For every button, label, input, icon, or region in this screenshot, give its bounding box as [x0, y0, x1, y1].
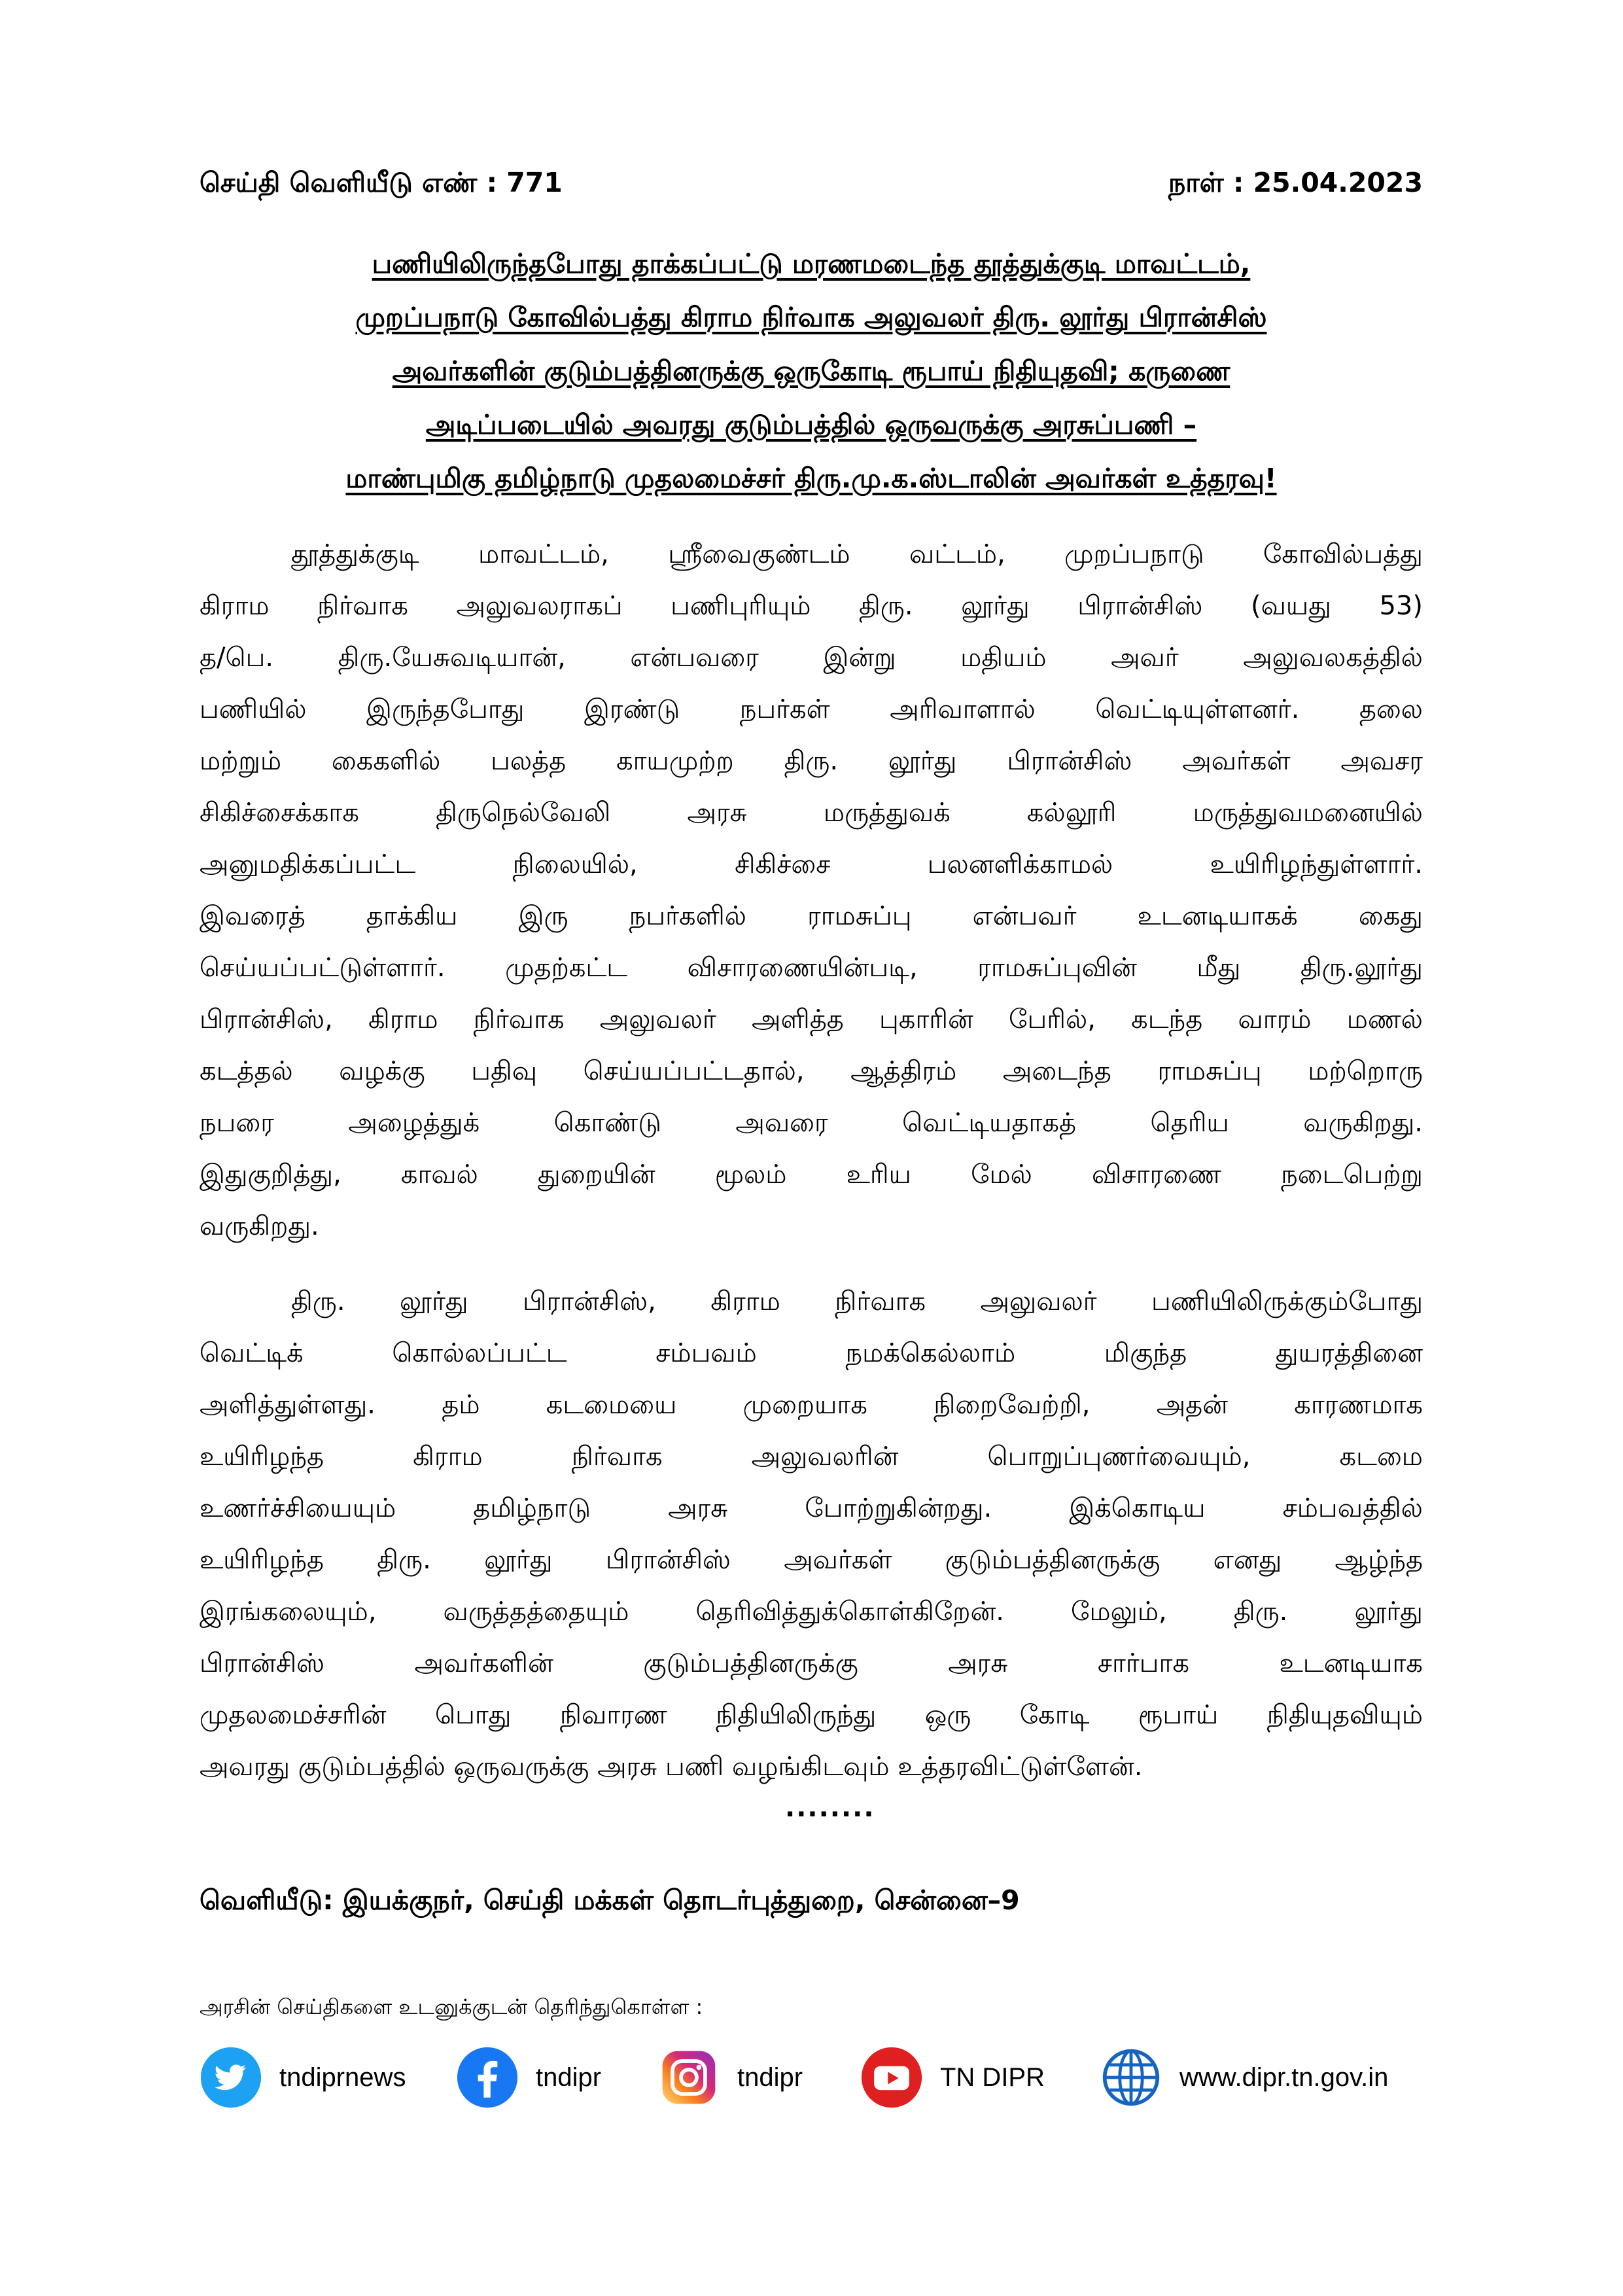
release-meta — [200, 167, 1423, 206]
end-marker: ........ — [785, 1793, 875, 1823]
release-number: செய்தி வெளியீடு எண் : 771 — [200, 167, 563, 198]
twitter-icon — [200, 2046, 262, 2109]
paragraph-line: வெட்டிக் கொல்லப்பட்ட சம்பவம் நமக்கெல்லாம் மிகுந்த துயரத்தினை — [200, 1338, 1423, 1368]
release-date: நாள் : 25.04.2023 — [1168, 167, 1423, 198]
paragraph-line: இவரைத் தாக்கிய இரு நபர்களில் ராமசுப்பு என்பவர் உடனடியாகக் கைது — [200, 901, 1423, 931]
paragraph-line: அளித்துள்ளது. தம் கடமையை முறையாக நிறைவேற்றி, அதன் காரணமாக — [200, 1390, 1423, 1420]
paragraph-line: உயிரிழந்த கிராம நிர்வாக அலுவலரின் பொறுப்புணர்வையும், கடமை — [200, 1441, 1423, 1472]
paragraph-line: அவரது குடும்பத்தில் ஒருவருக்கு அரசு பணி வழங்கிடவும் உத்தரவிட்டுள்ளேன். — [200, 1752, 1143, 1782]
globe-icon — [1100, 2046, 1162, 2109]
headline-line: அவர்களின் குடும்பத்தினருக்கு ஒருகோடி ரூபாய் நிதியுதவி; கருணை — [392, 355, 1230, 387]
youtube-channel: TN DIPR — [940, 2062, 1045, 2092]
paragraph-line: இரங்கலையும், வருத்தத்தையும் தெரிவித்துக்கொள்கிறேன். மேலும், திரு. லூர்து — [200, 1597, 1423, 1627]
instagram-handle: tndipr — [737, 2062, 803, 2092]
paragraph-line: முதலமைச்சரின் பொது நிவாரண நிதியிலிருந்து ஒரு கோடி ரூபாய் நிதியுதவியும் — [200, 1700, 1423, 1730]
youtube-link[interactable] — [860, 2041, 1045, 2113]
website-link[interactable] — [1100, 2041, 1388, 2113]
facebook-handle: tndipr — [536, 2062, 602, 2092]
headline-line: முறப்பநாடு கோவில்பத்து கிராம நிர்வாக அலுவலர் திரு. லூர்து பிரான்சிஸ் — [355, 302, 1267, 333]
headline-line: அடிப்படையில் அவரது குடும்பத்தில் ஒருவருக்கு அரசுப்பணி – — [425, 409, 1197, 440]
facebook-icon — [456, 2046, 519, 2109]
twitter-link[interactable] — [200, 2041, 406, 2113]
paragraph-line: அனுமதிக்கப்பட்ட நிலையில், சிகிச்சை பலனளிக்காமல் உயிரிழந்துள்ளார். — [200, 849, 1423, 879]
paragraph-line: இதுகுறித்து, காவல் துறையின் மூலம் உரிய மேல் விசாரணை நடைபெற்று — [200, 1159, 1423, 1190]
instagram-link[interactable] — [657, 2041, 803, 2113]
headline-line: பணியிலிருந்தபோது தாக்கப்பட்டு மரணமடைந்த தூத்துக்குடி மாவட்டம், — [372, 248, 1251, 279]
paragraph-line: திரு. லூர்து பிரான்சிஸ், கிராம நிர்வாக அலுவலர் பணியிலிருக்கும்போது — [291, 1286, 1423, 1316]
released-by: வெளியீடு: இயக்குநர், செய்தி மக்கள் தொடர்புத்துறை, சென்னை–9 — [200, 1884, 1020, 1916]
paragraph-line: பிரான்சிஸ் அவர்களின் குடும்பத்தினருக்கு அரசு சார்பாக உடனடியாக — [200, 1648, 1423, 1678]
paragraph-line: த/பெ. திரு.யேசுவடியான், என்பவரை இன்று மதியம் அவர் அலுவலகத்தில் — [200, 643, 1423, 673]
paragraph-line: செய்யப்பட்டுள்ளார். முதற்கட்ட விசாரணையின்படி, ராமசுப்புவின் மீது திரு.லூர்து — [200, 953, 1423, 983]
paragraph-line: சிகிச்சைக்காக திருநெல்வேலி அரசு மருத்துவக் கல்லூரி மருத்துவமனையில் — [200, 798, 1423, 828]
body-paragraph-1 — [200, 529, 1423, 1252]
paragraph-line: உணர்ச்சியையும் தமிழ்நாடு அரசு போற்றுகின்றது. இக்கொடிய சம்பவத்தில் — [200, 1493, 1423, 1523]
body-paragraph-2 — [200, 1276, 1423, 1793]
paragraph-line: உயிரிழந்த திரு. லூர்து பிரான்சிஸ் அவர்கள் குடும்பத்தினருக்கு எனது ஆழ்ந்த — [200, 1545, 1423, 1575]
paragraph-line: தூத்துக்குடி மாவட்டம், ஸ்ரீவைகுண்டம் வட்டம், முறப்பநாடு கோவில்பத்து — [291, 539, 1423, 569]
twitter-handle: tndiprnews — [279, 2062, 406, 2092]
paragraph-line: பிரான்சிஸ், கிராம நிர்வாக அலுவலர் அளித்த புகாரின் பேரில், கடந்த வாரம் மணல் — [200, 1004, 1423, 1034]
paragraph-line: கடத்தல் வழக்கு பதிவு செய்யப்பட்டதால், ஆத்திரம் அடைந்த ராமசுப்பு மற்றொரு — [200, 1056, 1423, 1086]
paragraph-line: வருகிறது. — [200, 1211, 319, 1241]
paragraph-line: மற்றும் கைகளில் பலத்த காயமுற்ற திரு. லூர்து பிரான்சிஸ் அவர்கள் அவசர — [200, 746, 1423, 776]
youtube-icon — [860, 2046, 923, 2109]
website-url: www.dipr.tn.gov.in — [1179, 2062, 1389, 2092]
social-links — [200, 2041, 1442, 2120]
headline — [196, 237, 1426, 505]
follow-caption: அரசின் செய்திகளை உடனுக்குடன் தெரிந்துகொள்ள : — [200, 1994, 703, 2019]
paragraph-line: கிராம நிர்வாக அலுவலராகப் பணிபுரியும் திரு. லூர்து பிரான்சிஸ் (வயது 53) — [200, 591, 1423, 621]
instagram-icon — [657, 2046, 720, 2109]
facebook-link[interactable] — [456, 2041, 601, 2113]
paragraph-line: பணியில் இருந்தபோது இரண்டு நபர்கள் அரிவாளால் வெட்டியுள்ளனர். தலை — [200, 694, 1423, 724]
paragraph-line: நபரை அழைத்துக் கொண்டு அவரை வெட்டியதாகத் தெரிய வருகிறது. — [200, 1108, 1423, 1138]
headline-line: மாண்புமிகு தமிழ்நாடு முதலமைச்சர் திரு.மு.க.ஸ்டாலின் அவர்கள் உத்தரவு! — [345, 463, 1277, 494]
